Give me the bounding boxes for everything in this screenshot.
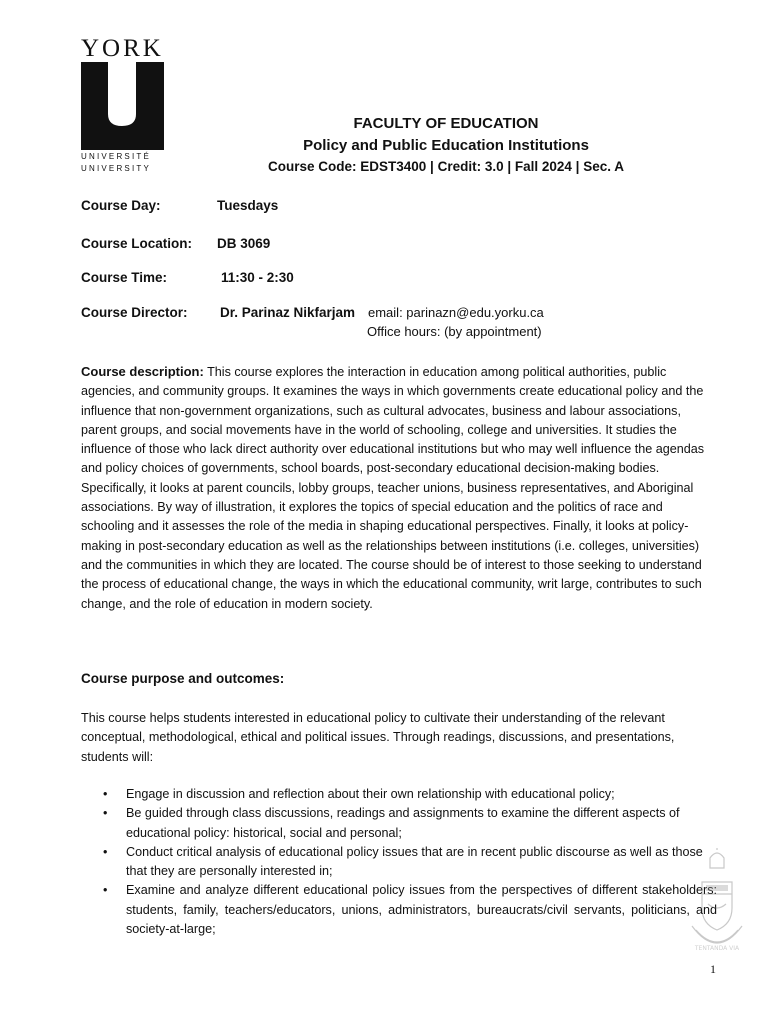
list-item: • Examine and analyze different educational policy issues from the perspectives of different stakeholders: students, family, teachers/educators, unions, administrators, bureaucrats/civil servants, politicians, and society-at-large; (81, 881, 717, 939)
course-location-value: DB 3069 (217, 236, 271, 251)
purpose-heading: Course purpose and outcomes: (81, 671, 285, 686)
course-description-label: Course description: (81, 364, 204, 379)
course-director-label: Course Director: (81, 305, 188, 320)
faculty-heading: FACULTY OF EDUCATION (353, 115, 539, 132)
course-description-text: This course explores the interaction in education among political authorities, public agencies, and community groups. It examines the ways in which governments create educational policy and the influence that non-government organizations, such as cultural advocates, business and labour associations, parent groups, and social movements have in the world of schooling, college and universities. It studies the influence of those who lack direct authority over educational institutions but who may well influence the agendas and policy choices of governments, school boards, post-secondary educational decision-making bodies. Specifically, it looks at parent councils, lobby groups, teacher unions, business representatives, and Aboriginal associations. By way of illustration, it explores the topics of special education and the politics of race and schooling and it assesses the role of the media in shaping educational perspectives. Finally, it looks at policy-making in post-secondary education as well as the relationships between institutions (i.e. colleges, universities) and the communities in which they are located. The course should be of interest to those seeking to understand the process of educational change, the ways in which the educational community, writ large, contributes to such change, and the role of education in modern society. (81, 365, 705, 611)
crest-motto: TENTANDA VIA (694, 945, 740, 952)
director-email: email: parinazn@edu.yorku.ca (368, 305, 544, 320)
page-number: 1 (710, 962, 716, 976)
purpose-intro: This course helps students interested in educational policy to cultivate their understanding of the relevant conceptual, methodological, ethical and political issues. Through readings, discussions, and presentations, students will: (81, 711, 675, 764)
course-day-label: Course Day: (81, 198, 161, 213)
list-item: • Conduct critical analysis of educational policy issues that are in recent public discourse as well as those that they are personally interested in; (81, 843, 717, 882)
office-hours: Office hours: (by appointment) (367, 324, 542, 339)
logo-york-text: YORK (81, 35, 164, 62)
course-title: Policy and Public Education Institutions (303, 137, 589, 154)
york-u-icon (81, 62, 164, 150)
course-meta: Course Code: EDST3400 | Credit: 3.0 | Fall 2024 | Sec. A (268, 159, 624, 174)
university-crest-watermark (688, 848, 746, 966)
course-location-label: Course Location: (81, 236, 193, 251)
york-university-logo (81, 36, 167, 174)
course-time-label: Course Time: (81, 270, 168, 285)
outcomes-list (81, 785, 717, 939)
list-item: • Be guided through class discussions, readings and assignments to examine the different aspects of educational policy: historical, social and personal; (81, 804, 717, 843)
course-description (81, 362, 713, 614)
logo-universite-text: UNIVERSITÉ (81, 152, 152, 161)
crest-icon (688, 848, 746, 966)
list-item: • Engage in discussion and reflection about their own relationship with educational policy; (81, 785, 717, 804)
logo-university-text: UNIVERSITY (81, 164, 152, 173)
course-day-value: Tuesdays (217, 198, 279, 213)
course-director-value: Dr. Parinaz Nikfarjam (220, 305, 356, 320)
course-time-value: 11:30 - 2:30 (221, 270, 294, 285)
